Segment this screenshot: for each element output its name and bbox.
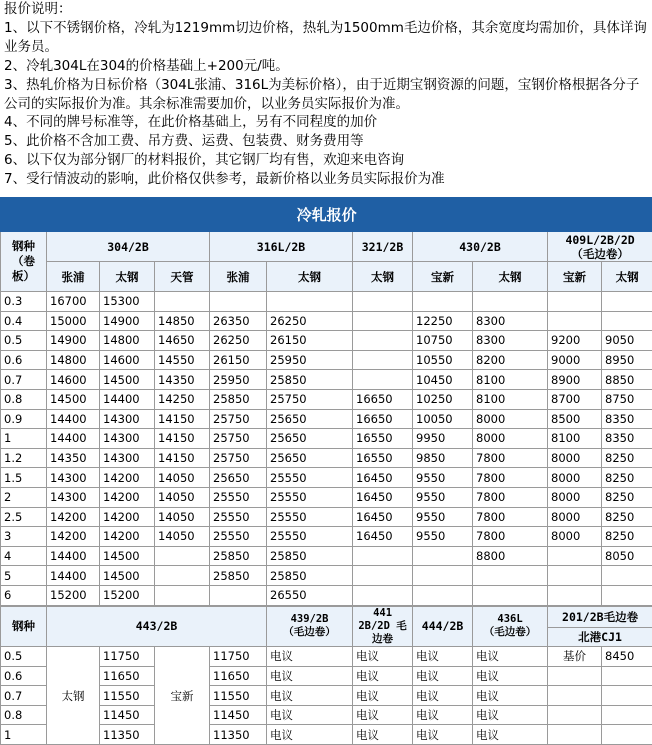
price-cell (473, 566, 548, 586)
note-item: 7、受行情波动的影响，此价格仅供参考，最新价格以业务员实际报价为准 (4, 170, 652, 189)
price-cell: 15200 (100, 585, 155, 605)
price-cell: 25550 (267, 468, 353, 488)
price-cell: 25650 (267, 429, 353, 449)
table-row (1, 409, 652, 429)
grade-header-201: 201/2B毛边卷 (548, 606, 652, 627)
table-row (1, 331, 652, 351)
price-cell: 14200 (47, 507, 100, 527)
grade-header (548, 232, 652, 262)
thickness-cell: 1 (1, 429, 47, 449)
empty-cell (602, 725, 652, 745)
mill-label-right: 宝新 (155, 647, 210, 745)
price-cell: 8300 (473, 311, 548, 331)
price-cell: 25650 (267, 409, 353, 429)
mill-header: 太钢 (353, 262, 413, 292)
price-cell: 25750 (210, 448, 267, 468)
price-cell: 25850 (267, 370, 353, 390)
price-cell: 10750 (413, 331, 473, 351)
price-cell (353, 546, 413, 566)
thickness-cell: 0.3 (1, 292, 47, 312)
price-cell: 电议 (267, 666, 353, 686)
price-cell: 14900 (100, 311, 155, 331)
price-cell (155, 546, 210, 566)
price-cell: 9050 (602, 331, 652, 351)
price-cell: 16550 (353, 429, 413, 449)
price-cell: 14150 (155, 448, 210, 468)
mill-header: 张浦 (47, 262, 100, 292)
grade-header-436 (473, 606, 548, 647)
price-cell (413, 546, 473, 566)
price-cell: 25850 (267, 546, 353, 566)
price-cell: 9550 (413, 507, 473, 527)
price-cell: 电议 (353, 705, 413, 725)
price-cell: 电议 (413, 666, 473, 686)
price-cell: 15300 (100, 292, 155, 312)
price-cell: 9000 (548, 350, 602, 370)
price-cell: 电议 (267, 725, 353, 745)
price-cell (155, 566, 210, 586)
price-cell: 9200 (548, 331, 602, 351)
price-cell: 14200 (100, 527, 155, 547)
price-cell: 14150 (155, 429, 210, 449)
note-item: 6、以下仅为部分钢厂的材料报价，其它钢厂均有售，欢迎来电咨询 (4, 151, 652, 170)
mill-header: 宝新 (413, 262, 473, 292)
price-cell: 14400 (47, 566, 100, 586)
price-cell: 16650 (353, 409, 413, 429)
price-cell: 25850 (210, 566, 267, 586)
price-cell: 8000 (473, 409, 548, 429)
grade-column-header-2: 钢种 (1, 606, 47, 647)
price-cell: 8700 (548, 389, 602, 409)
price-cell: 14200 (47, 527, 100, 547)
price-cell: 25750 (210, 429, 267, 449)
price-cell: 15200 (47, 585, 100, 605)
price-cell: 11550 (100, 686, 155, 706)
table-row (1, 311, 652, 331)
price-cell: 26350 (210, 311, 267, 331)
price-cell: 25850 (210, 389, 267, 409)
price-cell: 26250 (210, 331, 267, 351)
grade-439-sub: （毛边卷） (283, 626, 336, 638)
price-cell: 8250 (602, 527, 652, 547)
price-cell: 14200 (100, 507, 155, 527)
price-cell (413, 566, 473, 586)
price-cell: 14550 (155, 350, 210, 370)
price-cell (210, 585, 267, 605)
table-row (1, 546, 652, 566)
price-cell: 11750 (100, 647, 155, 667)
price-rows (1, 292, 652, 606)
table-row (1, 566, 652, 586)
price-cell: 14500 (100, 566, 155, 586)
price-cell: 电议 (473, 725, 548, 745)
price-cell: 8900 (548, 370, 602, 390)
thickness-cell: 4 (1, 546, 47, 566)
price-cell: 14600 (47, 370, 100, 390)
price-cell (548, 546, 602, 566)
price-cell: 14200 (100, 468, 155, 488)
grade-header-441: 441 2B/2D 毛边卷 (353, 606, 413, 647)
price-cell: 16450 (353, 527, 413, 547)
price-cell: 8000 (548, 468, 602, 488)
price-cell: 25550 (210, 487, 267, 507)
price-cell: 8250 (602, 487, 652, 507)
grade-436-sub: （毛边卷） (484, 626, 537, 638)
price-cell: 电议 (413, 725, 473, 745)
price-cell: 8350 (602, 429, 652, 449)
thickness-cell: 1.5 (1, 468, 47, 488)
price-cell: 16450 (353, 507, 413, 527)
price-cell: 8250 (602, 448, 652, 468)
thickness-cell: 2.5 (1, 507, 47, 527)
price-cell: 10550 (413, 350, 473, 370)
price-cell: 14050 (155, 468, 210, 488)
price-cell: 14350 (155, 370, 210, 390)
grade-header-443: 443/2B (47, 606, 267, 647)
mill-header: 张浦 (210, 262, 267, 292)
price-cell: 16550 (353, 448, 413, 468)
mill-header: 天管 (155, 262, 210, 292)
thickness-cell: 0.5 (1, 647, 47, 667)
price-cell (602, 292, 652, 312)
price-cell: 电议 (267, 686, 353, 706)
price-cell: 14850 (155, 311, 210, 331)
price-cell (473, 292, 548, 312)
price-cell: 14650 (155, 331, 210, 351)
thickness-cell: 0.8 (1, 389, 47, 409)
price-cell (413, 585, 473, 605)
price-cell: 25850 (267, 566, 353, 586)
price-notes (0, 0, 652, 197)
grade-header: 316L/2B (210, 232, 353, 262)
price-cell: 8100 (473, 389, 548, 409)
price-cell: 电议 (353, 647, 413, 667)
price-cell: 25550 (267, 507, 353, 527)
price-cell (353, 370, 413, 390)
empty-cell (548, 725, 602, 745)
empty-cell (602, 686, 652, 706)
price-cell: 11650 (100, 666, 155, 686)
price-cell: 16450 (353, 487, 413, 507)
price-cell (267, 292, 353, 312)
price-cell: 25550 (267, 487, 353, 507)
mill-header: 太钢 (473, 262, 548, 292)
thickness-cell: 0.8 (1, 705, 47, 725)
price-cell: 电议 (267, 705, 353, 725)
empty-cell (602, 666, 652, 686)
price-cell: 14350 (47, 448, 100, 468)
thickness-cell: 0.9 (1, 409, 47, 429)
price-cell: 25550 (210, 527, 267, 547)
thickness-cell: 2 (1, 487, 47, 507)
price-cell: 14050 (155, 487, 210, 507)
price-cell: 14500 (100, 546, 155, 566)
price-cell (602, 585, 652, 605)
price-cell: 8000 (473, 429, 548, 449)
price-cell (353, 585, 413, 605)
grade-header: 321/2B (353, 232, 413, 262)
price-cell: 12250 (413, 311, 473, 331)
table-row (1, 448, 652, 468)
price-cell (353, 311, 413, 331)
price-cell (473, 585, 548, 605)
price-cell: 14400 (47, 546, 100, 566)
price-cell: 14300 (100, 409, 155, 429)
price-cell: 9550 (413, 487, 473, 507)
price-cell: 26250 (267, 311, 353, 331)
price-cell: 14200 (100, 487, 155, 507)
table-row (1, 585, 652, 605)
price-cell: 14800 (100, 331, 155, 351)
grade-409-sub: （毛边卷） (571, 247, 629, 261)
mill-header-201: 北港CJ1 (548, 627, 652, 647)
grade-header-444: 444/2B (413, 606, 473, 647)
price-cell: 9550 (413, 527, 473, 547)
price-cell: 8800 (473, 546, 548, 566)
price-cell: 10450 (413, 370, 473, 390)
thickness-cell: 0.7 (1, 370, 47, 390)
table-row (1, 350, 652, 370)
price-cell: 25550 (210, 507, 267, 527)
price-cell: 10250 (413, 389, 473, 409)
special-grade-price-table (0, 606, 652, 745)
base-price-label: 基价 (548, 647, 602, 667)
price-cell: 25550 (267, 527, 353, 547)
mill-label-left: 太钢 (47, 647, 100, 745)
price-cell: 14400 (100, 389, 155, 409)
price-cell: 8500 (548, 409, 602, 429)
grade-column-header: 钢种（卷板） (1, 232, 47, 292)
price-cell: 14400 (47, 409, 100, 429)
mill-header: 太钢 (602, 262, 652, 292)
price-cell: 14800 (47, 350, 100, 370)
price-cell: 电议 (413, 647, 473, 667)
price-cell: 9850 (413, 448, 473, 468)
price-cell: 16450 (353, 468, 413, 488)
price-cell: 26150 (210, 350, 267, 370)
price-cell (210, 292, 267, 312)
price-cell: 7800 (473, 487, 548, 507)
price-cell: 14400 (47, 429, 100, 449)
table-row (1, 468, 652, 488)
table-row (1, 507, 652, 527)
price-cell: 电议 (473, 647, 548, 667)
price-cell: 14050 (155, 507, 210, 527)
thickness-cell: 1.2 (1, 448, 47, 468)
price-cell: 电议 (473, 686, 548, 706)
price-cell: 15000 (47, 311, 100, 331)
price-cell: 11550 (210, 686, 267, 706)
price-cell: 电议 (353, 666, 413, 686)
price-cell: 电议 (353, 686, 413, 706)
price-cell: 14900 (47, 331, 100, 351)
thickness-cell: 5 (1, 566, 47, 586)
price-cell: 8050 (602, 546, 652, 566)
note-item: 3、热轧价格为日标价格（304L张浦、316L为美标价格），由于近期宝钢资源的问题，宝钢价格根据各分子公司的实际报价为准。其余标准需要加价，以业务员实际报价为准。 (4, 76, 652, 114)
price-cell: 8000 (548, 507, 602, 527)
price-cell: 25750 (267, 389, 353, 409)
price-cell: 10050 (413, 409, 473, 429)
note-item: 5、此价格不含加工费、吊方费、运费、包装费、财务费用等 (4, 132, 652, 151)
price-cell: 8100 (548, 429, 602, 449)
thickness-cell: 1 (1, 725, 47, 745)
price-cell: 9550 (413, 468, 473, 488)
table-row (1, 647, 652, 667)
price-cell: 7800 (473, 507, 548, 527)
price-cell: 16650 (353, 389, 413, 409)
price-cell: 电议 (413, 705, 473, 725)
price-cell: 25850 (210, 546, 267, 566)
base-price-value: 8450 (602, 647, 652, 667)
price-cell (155, 585, 210, 605)
table-row (1, 527, 652, 547)
price-cell: 25750 (210, 409, 267, 429)
price-cell (602, 566, 652, 586)
price-cell (602, 311, 652, 331)
price-cell: 8000 (548, 527, 602, 547)
table-row (1, 429, 652, 449)
price-cell: 14500 (100, 370, 155, 390)
price-cell: 电议 (473, 666, 548, 686)
price-cell: 8000 (548, 487, 602, 507)
price-cell: 8750 (602, 389, 652, 409)
price-cell (155, 292, 210, 312)
price-cell (548, 566, 602, 586)
cold-rolled-price-table (0, 197, 652, 606)
price-cell (353, 292, 413, 312)
price-cell: 电议 (267, 647, 353, 667)
empty-cell (602, 705, 652, 725)
price-cell (548, 585, 602, 605)
price-cell: 11750 (210, 647, 267, 667)
grade-header: 304/2B (47, 232, 210, 262)
price-cell: 26550 (267, 585, 353, 605)
table-title: 冷轧报价 (1, 198, 652, 232)
table-row (1, 487, 652, 507)
price-cell: 11650 (210, 666, 267, 686)
mill-header: 宝新 (548, 262, 602, 292)
note-item: 1、以下不锈钢价格，冷轧为1219mm切边价格，热轧为1500mm毛边价格，其余宽度均需加价，具体详询业务员。 (4, 19, 652, 57)
price-cell: 25650 (210, 468, 267, 488)
thickness-cell: 0.4 (1, 311, 47, 331)
price-cell (353, 331, 413, 351)
price-cell: 8350 (602, 409, 652, 429)
price-cell: 11450 (100, 705, 155, 725)
price-cell (548, 311, 602, 331)
grade-439-label: 439/2B (291, 613, 329, 625)
price-cell: 电议 (413, 686, 473, 706)
price-cell: 14050 (155, 527, 210, 547)
thickness-cell: 0.6 (1, 666, 47, 686)
price-cell: 14300 (100, 429, 155, 449)
price-cell: 25950 (210, 370, 267, 390)
price-cell: 8850 (602, 370, 652, 390)
price-cell: 8250 (602, 507, 652, 527)
price-cell (353, 566, 413, 586)
price-cell (353, 350, 413, 370)
price-cell: 7800 (473, 527, 548, 547)
price-cell (413, 292, 473, 312)
notes-heading: 报价说明： (4, 0, 652, 19)
price-cell: 8200 (473, 350, 548, 370)
price-cell: 11450 (210, 705, 267, 725)
price-cell: 7800 (473, 448, 548, 468)
price-cell: 8000 (548, 448, 602, 468)
note-item: 4、不同的牌号标准等，在此价格基础上，另有不同程度的加价 (4, 113, 652, 132)
grade-header: 430/2B (413, 232, 548, 262)
price-cell (548, 292, 602, 312)
mill-header: 太钢 (100, 262, 155, 292)
note-item: 2、冷轧304L在304的价格基础上+200元/吨。 (4, 57, 652, 76)
price-cell: 14150 (155, 409, 210, 429)
grade-436-label: 436L (497, 613, 522, 625)
table-row (1, 389, 652, 409)
thickness-cell: 6 (1, 585, 47, 605)
price-cell: 16700 (47, 292, 100, 312)
thickness-cell: 0.5 (1, 331, 47, 351)
empty-cell (548, 666, 602, 686)
table-row (1, 370, 652, 390)
price-cell: 14600 (100, 350, 155, 370)
price-cell: 8100 (473, 370, 548, 390)
thickness-cell: 0.6 (1, 350, 47, 370)
thickness-cell: 0.7 (1, 686, 47, 706)
mill-header: 太钢 (267, 262, 353, 292)
price-cell: 8300 (473, 331, 548, 351)
price-cell: 7800 (473, 468, 548, 488)
price-cell: 8950 (602, 350, 652, 370)
price-cell: 11350 (100, 725, 155, 745)
price-cell: 14500 (47, 389, 100, 409)
table-row (1, 292, 652, 312)
price-cell: 电议 (353, 725, 413, 745)
grade-409-label: 409L/2B/2D (565, 233, 634, 247)
price-cell: 9950 (413, 429, 473, 449)
empty-cell (548, 705, 602, 725)
price-cell: 14300 (47, 487, 100, 507)
price-cell: 25950 (267, 350, 353, 370)
price-cell: 8250 (602, 468, 652, 488)
price-cell: 11350 (210, 725, 267, 745)
price-cell: 14300 (100, 448, 155, 468)
price-cell: 26150 (267, 331, 353, 351)
thickness-cell: 3 (1, 527, 47, 547)
price-cell: 14300 (47, 468, 100, 488)
price-cell: 14250 (155, 389, 210, 409)
price-cell: 电议 (473, 705, 548, 725)
price-cell: 25650 (267, 448, 353, 468)
empty-cell (548, 686, 602, 706)
grade-header-439 (267, 606, 353, 647)
